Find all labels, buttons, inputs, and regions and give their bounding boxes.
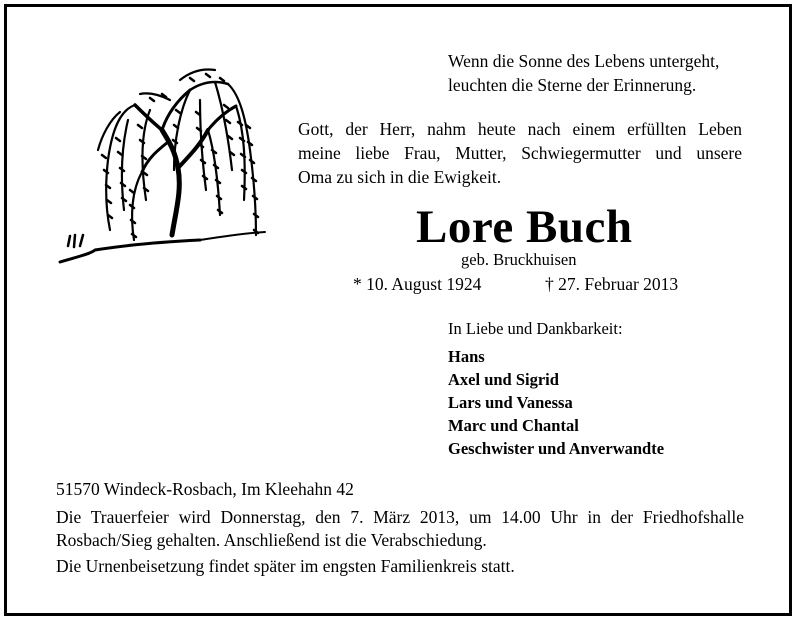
address: 51570 Windeck-Rosbach, Im Kleehahn 42 <box>56 479 354 499</box>
intro-text <box>298 118 742 190</box>
ceremony-line: Rosbach/Sieg gehalten. Anschließend ist die Verabschiedung. <box>56 530 487 550</box>
intro-line: Oma zu sich in die Ewigkeit. <box>298 167 502 187</box>
birth-date: * 10. August 1924 <box>353 274 482 294</box>
quote-line: leuchten die Sterne der Erinnerung. <box>448 75 697 95</box>
family-member: Marc und Chantal <box>448 416 579 435</box>
deceased-name: Lore Buch <box>416 201 633 253</box>
intro-line: Gott, der Herr, nahm heute nach einem erfüllten Leben <box>298 119 742 139</box>
quote-line: Wenn die Sonne des Lebens untergeht, <box>448 51 720 71</box>
family-list <box>448 346 664 461</box>
death-date: † 27. Februar 2013 <box>545 274 679 294</box>
memorial-quote <box>448 50 719 98</box>
family-member: Hans <box>448 347 485 366</box>
family-member: Geschwister und Anverwandte <box>448 439 665 458</box>
weeping-willow-icon <box>50 50 290 275</box>
family-member: Axel und Sigrid <box>448 370 559 389</box>
ceremony-line: Die Trauerfeier wird Donnerstag, den 7. März 2013, um 14.00 Uhr in der Friedhofshalle <box>56 507 744 527</box>
urn-burial-note: Die Urnenbeisetzung findet später im engsten Familienkreis statt. <box>56 556 515 576</box>
ceremony-text <box>56 506 744 552</box>
maiden-name: geb. Bruckhuisen <box>461 250 577 269</box>
intro-line: meine liebe Frau, Mutter, Schwiegermutter und unsere <box>298 143 742 163</box>
thanks-line: In Liebe und Dankbarkeit: <box>448 319 623 338</box>
family-member: Lars und Vanessa <box>448 393 573 412</box>
